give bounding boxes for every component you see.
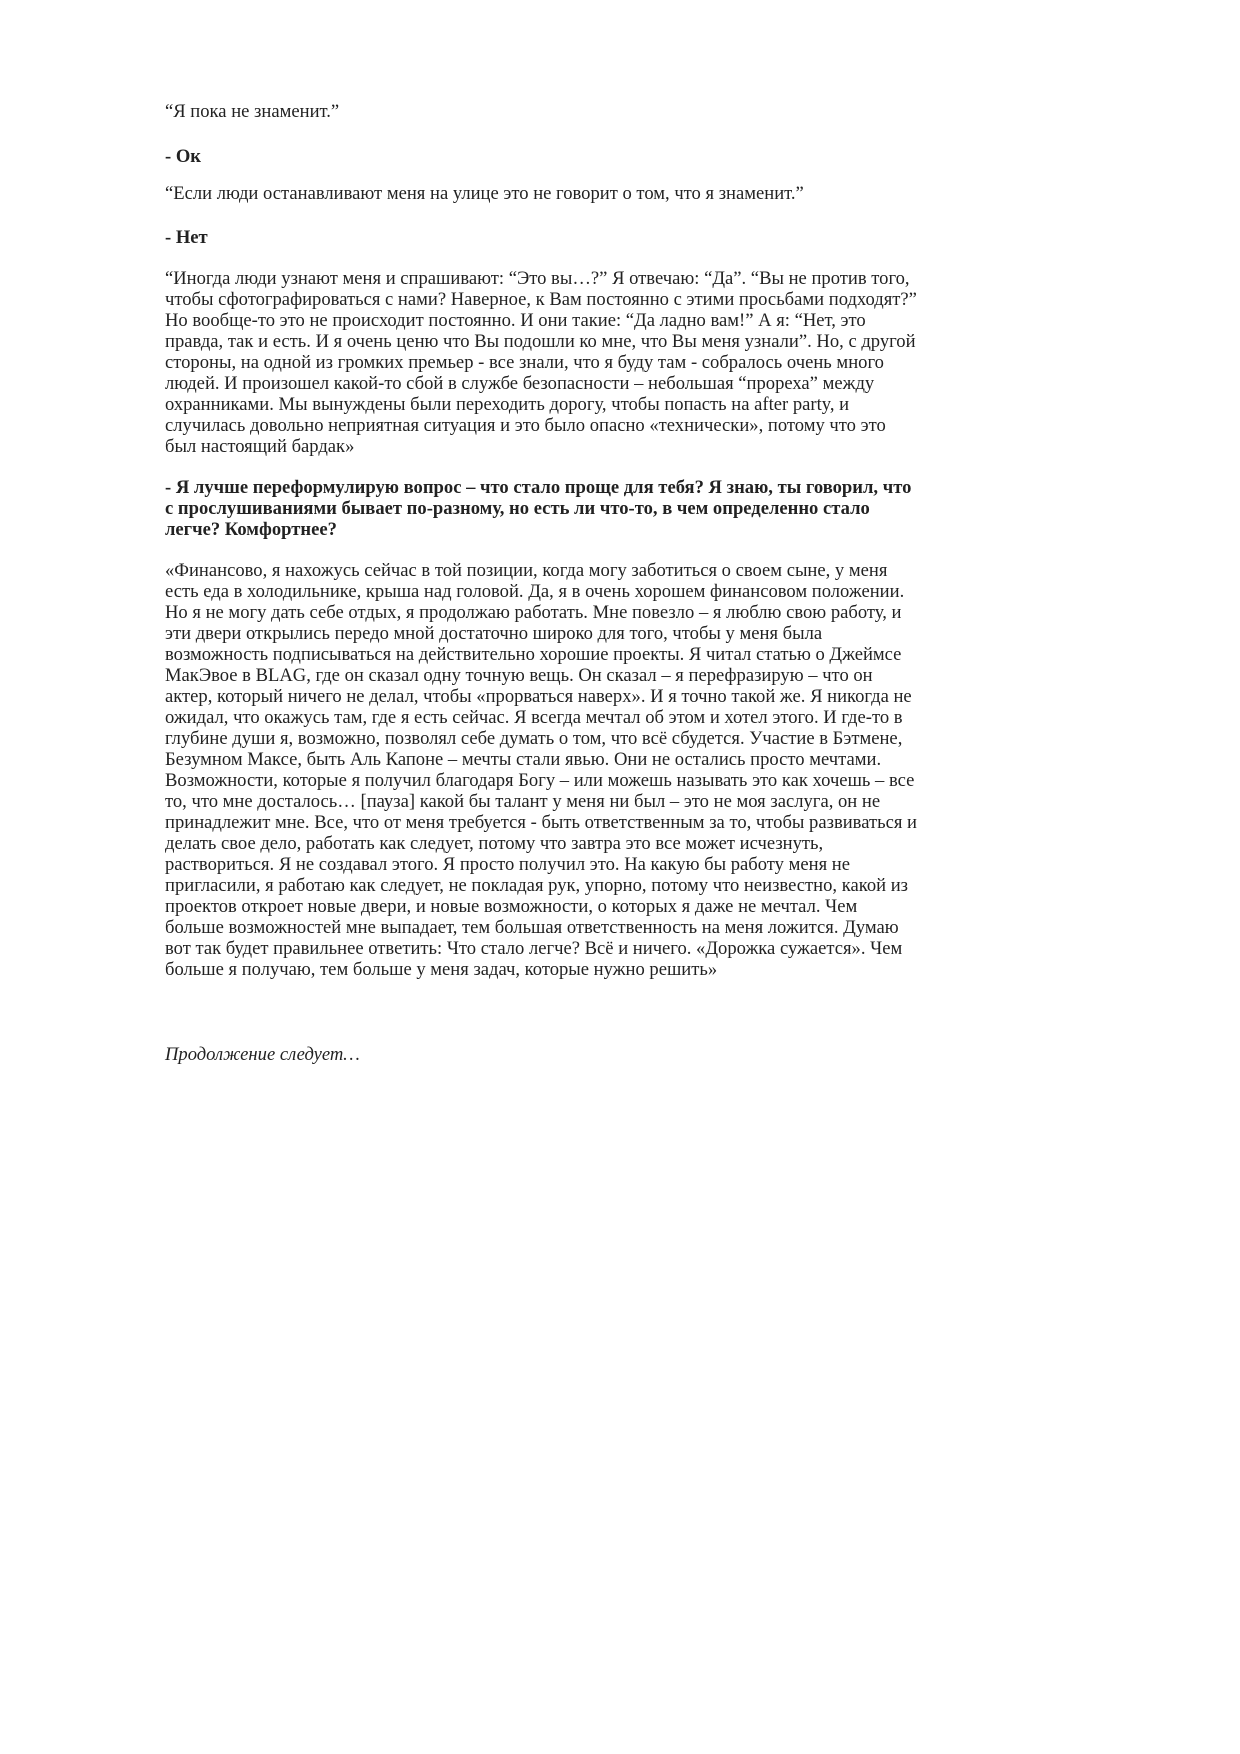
question-easier	[165, 477, 1065, 540]
text-line: вот так будет правильнее ответить: Что стало легче? Всё и ничего. «Дорожка сужается». Чем	[165, 938, 903, 959]
answer-famous	[165, 101, 1065, 122]
text-line: пригласили, я работаю как следует, не покладая рук, упорно, потому что неизвестно, какой из	[165, 875, 909, 896]
text-line: «Финансово, я нахожусь сейчас в той позиции, когда могу заботиться о своем сыне, у меня	[165, 560, 888, 581]
question-ok	[165, 146, 1065, 167]
text-line: “Если люди останавливают меня на улице это не говорит о том, что я знаменит.”	[165, 183, 804, 204]
text-line: “Я пока не знаменит.”	[165, 101, 340, 122]
text-line: Но я не могу дать себе отдых, я продолжаю работать. Мне повезло – я люблю свою работу, и	[165, 602, 902, 623]
text-line: принадлежит мне. Все, что от меня требуется - быть ответственным за то, чтобы развиваться и	[165, 812, 918, 833]
text-line: чтобы сфотографироваться с нами? Наверное, к Вам постоянно с этими просьбами подходят?”	[165, 289, 917, 310]
answer-recognition	[165, 268, 1065, 457]
text-line: проектов откроет новые двери, и новые возможности, о которых я даже не мечтал. Чем	[165, 896, 858, 917]
text-line: легче? Комфортнее?	[165, 519, 337, 540]
text-line: был настоящий бардак»	[165, 436, 355, 457]
text-line: охранниками. Мы вынуждены были переходить дорогу, чтобы попасть на after party, и	[165, 394, 850, 415]
text-line: ожидал, что окажусь там, где я есть сейчас. Я всегда мечтал об этом и хотел этого. И где-то в	[165, 707, 903, 728]
text-line: людей. И произошел какой-то сбой в службе безопасности – небольшая “прореха” между	[165, 373, 875, 394]
text-line: МакЭвое в BLAG, где он сказал одну точную вещь. Он сказал – я перефразирую – что он	[165, 665, 873, 686]
text-line: раствориться. Я не создавал этого. Я просто получил это. На какую бы работу меня не	[165, 854, 850, 875]
text-line: правда, так и есть. И я очень ценю что Вы подошли ко мне, что Вы меня узнали”. Но, с другой	[165, 331, 916, 352]
text-line: - Нет	[165, 227, 208, 248]
text-line: с прослушиваниями бывает по-разному, но есть ли что-то, в чем определенно стало	[165, 498, 870, 519]
text-line: эти двери открылись передо мной достаточно широко для того, чтобы у меня была	[165, 623, 823, 644]
text-line: глубине души я, возможно, позволял себе думать о том, что всё сбудется. Участие в Бэтмене,	[165, 728, 903, 749]
text-line: возможность подписываться на действительно хорошие проекты. Я читал статью о Джеймсе	[165, 644, 902, 665]
to-be-continued	[165, 1044, 1065, 1065]
text-line: Но вообще-то это не происходит постоянно. И они такие: “Да ладно вам!” А я: “Нет, это	[165, 310, 866, 331]
text-line: есть еда в холодильнике, крыша над головой. Да, я в очень хорошем финансовом положении.	[165, 581, 905, 602]
text-line: актер, который ничего не делал, чтобы «прорваться наверх». И я точно такой же. Я никогда не	[165, 686, 912, 707]
text-line: делать свое дело, работать как следует, потому что завтра это все может исчезнуть,	[165, 833, 824, 854]
text-line: “Иногда люди узнают меня и спрашивают: “Это вы…?” Я отвечаю: “Да”. “Вы не против того,	[165, 268, 910, 289]
answer-finance	[165, 560, 1065, 980]
text-line: - Ок	[165, 146, 202, 167]
text-line: то, что мне досталось… [пауза] какой бы талант у меня ни был – это не моя заслуга, он не	[165, 791, 881, 812]
text-line: - Я лучше переформулирую вопрос – что стало проще для тебя? Я знаю, ты говорил, что	[165, 477, 912, 498]
text-line: Возможности, которые я получил благодаря Богу – или можешь называть это как хочешь – все	[165, 770, 915, 791]
document-page	[165, 0, 1065, 1754]
answer-street	[165, 183, 1065, 204]
text-line: Продолжение следует…	[165, 1044, 360, 1065]
text-line: стороны, на одной из громких премьер - все знали, что я буду там - собралось очень много	[165, 352, 884, 373]
text-line: Безумном Максе, быть Аль Капоне – мечты стали явью. Они не остались просто мечтами.	[165, 749, 882, 770]
text-line: больше возможностей мне выпадает, тем большая ответственность на меня ложится. Думаю	[165, 917, 899, 938]
text-line: случилась довольно неприятная ситуация и это было опасно «технически», потому что это	[165, 415, 886, 436]
text-line: больше я получаю, тем больше у меня задач, которые нужно решить»	[165, 959, 718, 980]
question-no	[165, 227, 1065, 248]
